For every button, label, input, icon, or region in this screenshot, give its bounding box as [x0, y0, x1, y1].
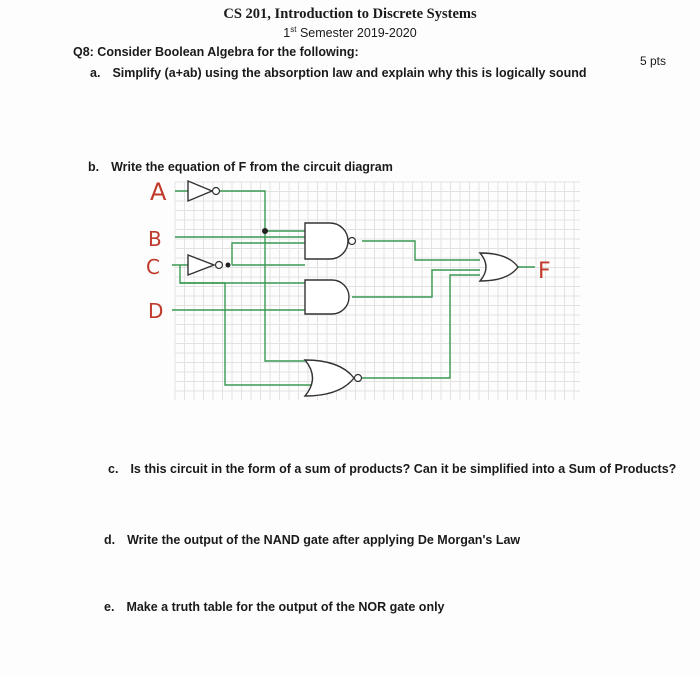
semester-ordinal: 1	[283, 26, 291, 41]
part-d-text: Write the output of the NAND gate after applying De Morgan's Law	[127, 533, 521, 547]
points-label: 5 pts	[640, 54, 667, 68]
junction-dot	[262, 228, 268, 234]
part-c	[108, 462, 676, 476]
grid-background	[175, 182, 580, 400]
part-d-letter: d.	[104, 533, 116, 547]
input-label-d: D	[148, 299, 164, 323]
part-c-letter: c.	[108, 462, 119, 476]
part-b-text: Write the equation of F from the circuit diagram	[111, 160, 393, 174]
part-e-text: Make a truth table for the output of the NOR gate only	[126, 600, 445, 614]
wire-nand-out	[362, 241, 480, 260]
semester-ordinal-suffix: st	[290, 25, 297, 34]
nand-gate	[305, 223, 356, 259]
part-e	[104, 600, 445, 614]
part-e-letter: e.	[104, 600, 115, 614]
input-label-a: A	[150, 178, 167, 206]
course-title: CS 201, Introduction to Discrete Systems	[223, 6, 477, 22]
part-b-letter: b.	[88, 160, 100, 174]
part-a-text: Simplify (a+ab) using the absorption law and explain why this is logically sound	[112, 66, 587, 80]
semester-text: Semester 2019-2020	[296, 26, 417, 41]
wire-and2-out	[352, 270, 480, 297]
input-label-b: B	[148, 227, 162, 251]
input-label-c: C	[146, 255, 160, 279]
part-d	[104, 533, 520, 547]
part-c-text: Is this circuit in the form of a sum of products? Can it be simplified into a Sum of Products?	[130, 462, 677, 476]
and-gate	[305, 280, 349, 314]
output-label-f: F	[538, 259, 551, 284]
part-a-letter: a.	[90, 66, 101, 80]
question-title: Q8: Consider Boolean Algebra for the following:	[73, 45, 359, 59]
